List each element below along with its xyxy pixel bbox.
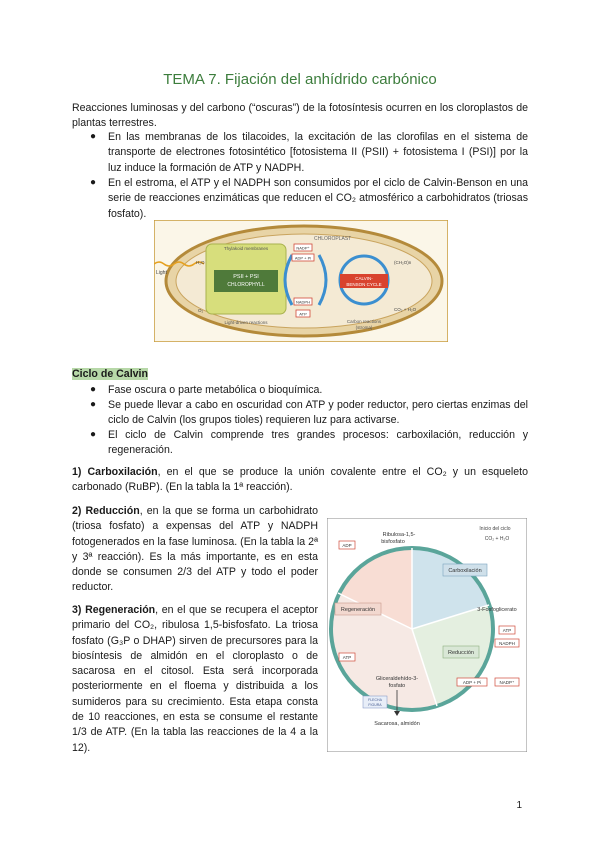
chloroplast-figure: [154, 220, 448, 342]
co2-h2o-label: CO₂ + H₂O: [484, 536, 510, 542]
thylakoid-label: Thylakoid membranes: [223, 246, 269, 251]
flecha-label: FLECHA: [368, 698, 382, 702]
sacarosa-label: Sacarosa, almidón: [374, 721, 420, 727]
ribulosa-label: Ribulosa-1,5-: [382, 532, 416, 538]
reduccion-box: Reducción: [448, 650, 474, 656]
bullet-enzimas: Se puede llevar a cabo en oscuridad con ATP y poder reductor, pero ciertas enzimas del ciclo de Calvin (los grupos tioles) requieren luz para activarse.: [108, 399, 528, 427]
bullet-procesos: El ciclo de Calvin comprende tres grandes procesos: carboxilación, reducción y regeneración.: [108, 429, 528, 457]
adp-pi-label: ADP + Pi: [294, 255, 312, 261]
calvin-cycle-figure: [327, 518, 527, 752]
bullet-dot: ●: [90, 177, 97, 188]
atp-label: ATP: [299, 311, 307, 317]
benson-label: BENSON CYCLE: [346, 282, 382, 287]
figura-label: FIGURA: [368, 703, 382, 707]
carboxilacion-box: Carboxilación: [448, 568, 482, 574]
bullet-dot: ●: [90, 399, 97, 410]
carbon-reactions-label: Carbon reactions: [346, 319, 382, 324]
h2o-label: H₂O: [196, 260, 205, 265]
fosfato-label: fosfato: [388, 683, 406, 689]
intro-paragraph: Reacciones luminosas y del carbono (“oscuras”) de la fotosíntesis ocurren en los cloroplastos de plantas terrestres.: [72, 102, 528, 130]
carbs-label: (CH₂O)n: [394, 260, 412, 265]
nadp-plus-label: NADP⁺: [296, 245, 310, 251]
paragraph-reduccion: 2) Reducción, en la que se forma un carbohidrato (triosa fosfato) a expensas del ATP y NADPH fotogenerados en la fase luminosa. (En la tabla la 2ª y 3ª reacción). Es la más importante, es en esta donde se consumen 2/3 del ATP y todo el poder reductor.: [72, 505, 318, 594]
fosfoglicerato-label: 3-Fosfoglicerato: [477, 607, 517, 613]
chlorophyll-label: CHLOROPHYLL: [227, 282, 265, 288]
nadp-label: NADP⁺: [499, 680, 515, 685]
light-label: Light: [156, 270, 167, 276]
regeneracion-box: Regeneración: [340, 607, 376, 613]
calvin-label: CALVIN-: [355, 276, 373, 281]
atp-left-label: ATP: [342, 655, 352, 660]
stroma-label: (stroma): [355, 325, 373, 330]
page-number: 1: [516, 800, 522, 811]
bullet-dot: ●: [90, 131, 97, 142]
light-reactions-label: Light-driven reactions: [224, 320, 268, 325]
nadph-label: NADPH: [295, 299, 311, 305]
o2-label: O₂: [198, 308, 204, 313]
bullet-dot: ●: [90, 384, 97, 395]
chloroplast-label: CHLOROPLAST: [314, 236, 352, 242]
nadph-label: NADPH: [499, 641, 515, 646]
paragraph-carboxilacion: 1) Carboxilación, en el que se produce la unión covalente entre el CO₂ y un esqueleto carbonado (RuBP). (En la tabla la 1ª reacción).: [72, 466, 528, 494]
calvin-heading: Ciclo de Calvin: [72, 368, 148, 380]
inicio-label: Inicio del ciclo: [479, 526, 511, 532]
co2-h2o-label: CO₂ + H₂O: [394, 307, 417, 312]
paragraph-regeneracion: 3) Regeneración, en el que se recupera el aceptor primario del CO₂, ribulosa 1,5-bisfosfato. La triosa fosfato (G₃P o DHAP) sirven de precursores para la biosíntesis de almidón en el cloroplasto o de sacarosa en el citosol. Esta será incorporada posteriormente en el floema y distribuida a los sumideros para su crecimiento. Esta etapa consta de 10 reacciones, en esta se consume el restante 1/3 de ATP. (En la tabla las reacciones de la 4 a la 12).: [72, 604, 318, 754]
atp-right-label: ATP: [502, 628, 512, 633]
adp-pi-label: ADP + Pi: [462, 680, 482, 685]
adp-label: ADP: [342, 543, 352, 548]
gliceraldehido-label: Gliceraldehído-3-: [375, 676, 419, 682]
bullet-stroma: En el estroma, el ATP y el NADPH son consumidos por el ciclo de Calvin-Benson en una serie de reacciones enzimáticas que reducen el CO₂ atmosférico a carbohidratos (triosas fosfato).: [108, 177, 528, 220]
psii-psi-label: PSII + PSI: [233, 274, 259, 280]
page-title: TEMA 7. Fijación del anhídrido carbónico: [163, 71, 437, 88]
bullet-dot: ●: [90, 429, 97, 440]
bisfosfato-label: bisfosfato: [381, 539, 405, 545]
bullet-fase-oscura: Fase oscura o parte metabólica o bioquímica.: [108, 384, 323, 396]
bullet-thylakoid: En las membranas de los tilacoides, la excitación de las clorofilas en el sistema de transporte de electrones fotosintético [fotosistema II (PSII) + fotosistema I (PSI)] por la luz induce la formación de ATP y NADPH.: [108, 131, 528, 174]
